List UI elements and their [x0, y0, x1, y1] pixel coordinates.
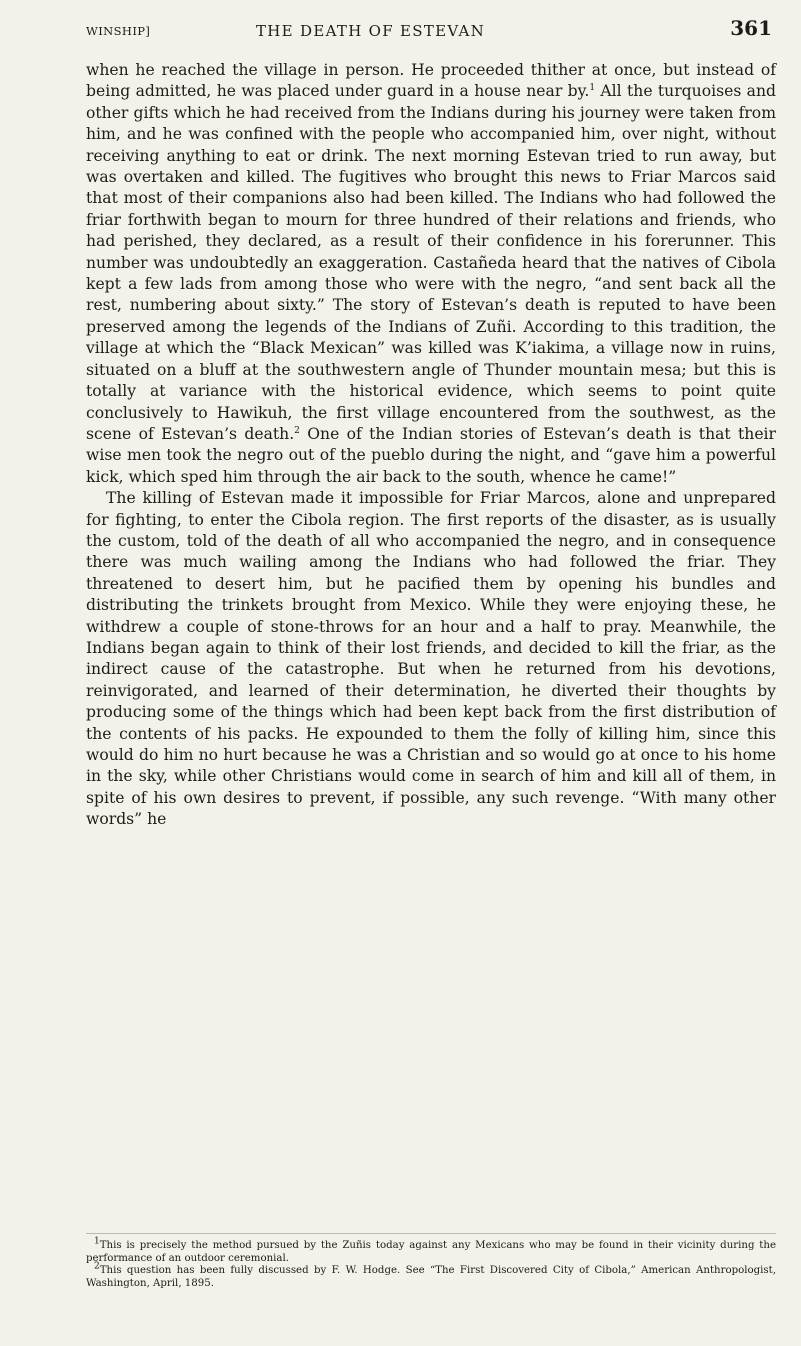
- footnote-divider: [86, 1233, 776, 1234]
- paragraph-text: All the turquoises and other gifts which he had received from the Indians during his journey were taken from him, and he was confined with the people who accompanied him, over night, without receiving anything to eat or drink. The next morning Estevan tried to run away, but was overtaken and killed. The fugitives who brought this news to Friar Marcos said that most of their companions also had been killed. The Indians who had followed the friar forthwith began to mourn for three hundred of their relations and friends, who had perished, they declared, as a result of their confidence in his forerunner. This number was undoubtedly an exaggeration. Castañeda heard that the natives of Cibola kept a few lads from among those who were with the negro, “and sent back all the rest, numbering about sixty.” The story of Estevan’s death is reputed to have been preserved among the legends of the Indians of Zuñi. According to this tradition, the village at which the “Black Mexican” was killed was K’iakima, a village now in ruins, situated on a bluff at the southwestern angle of Thunder mountain mesa; but this is totally at variance with the historical evidence, which seems to point quite conclusively to Hawikuh, the first village encountered from the southwest, as the scene of Estevan’s death.: [86, 82, 776, 443]
- footnote-ref-1: 1: [589, 83, 596, 94]
- footnote-ref-2: 2: [294, 425, 300, 436]
- footnote-text: This question has been fully discussed by F. W. Hodge. See “The First Discovered City of Cibola,” American Anthropologist, Washington, April, 1895.: [86, 1265, 776, 1289]
- body-text: [86, 60, 776, 831]
- footnote-marker: 1: [94, 1236, 100, 1247]
- running-head: [86, 16, 776, 48]
- footnotes: [86, 1236, 776, 1290]
- page-number: 361: [730, 16, 772, 40]
- paragraph-2: [86, 488, 776, 831]
- paragraph-text: when he reached the village in person. He proceeded thither at once, but instead of being admitted, he was placed under guard in a house near by.: [86, 61, 776, 101]
- footnote-2: [86, 1261, 776, 1290]
- running-head-title: THE DEATH OF ESTEVAN: [256, 22, 486, 40]
- paragraph-text: One of the Indian stories of Estevan’s death is that their wise men took the negro out of the pueblo during the night, and “gave him a powerful kick, which sped him through the air back to the south, whence he came!”: [86, 424, 776, 486]
- paragraph-1: [86, 60, 776, 488]
- footnote-marker: 2: [94, 1261, 100, 1272]
- running-head-author: WINSHIP]: [86, 24, 151, 38]
- footnote-text: This is precisely the method pursued by the Zuñis today against any Mexicans who may be found in their vicinity during the performance of an outdoor ceremonial.: [86, 1240, 776, 1264]
- paragraph-text: The killing of Estevan made it impossible for Friar Marcos, alone and unprepared for fighting, to enter the Cibola region. The first reports of the disaster, as is usually the custom, told of the death of all who accompanied the negro, and in consequence there was much wailing among the Indians who had followed the friar. They threatened to desert him, but he pacified them by opening his bundles and distributing the trinkets brought from Mexico. While they were enjoying these, he withdrew a couple of stone-throws for an hour and a half to pray. Meanwhile, the Indians began again to think of their lost friends, and decided to kill the friar, as the indirect cause of the catastrophe. But when he returned from his devotions, reinvigorated, and learned of their determination, he diverted their thoughts by producing some of the things which had been kept back from the first distribution of the contents of his packs. He expounded to them the folly of killing him, since this would do him no hurt because he was a Christian and so would go at once to his home in the sky, while other Christians would come in search of him and kill all of them, in spite of his own desires to prevent, if possible, any such revenge. “With many other words” he: [86, 489, 776, 829]
- footnote-1: [86, 1236, 776, 1265]
